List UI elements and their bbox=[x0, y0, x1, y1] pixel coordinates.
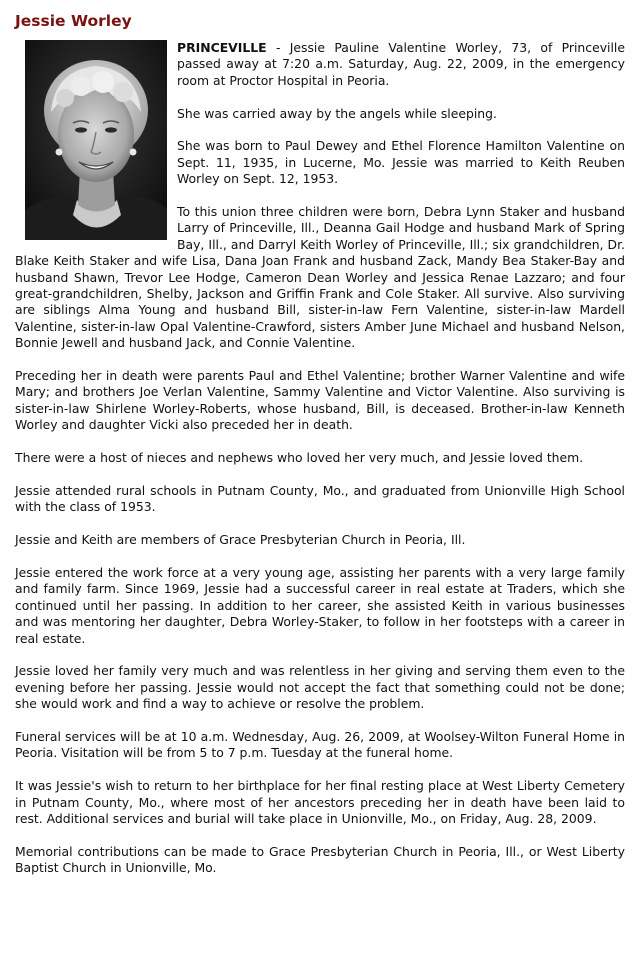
article-paragraph: Funeral services will be at 10 a.m. Wednesday, Aug. 26, 2009, at Woolsey-Wilton Funeral Home in Peoria. Visitation will be from 5 to 7 p.m. Tuesday at the funeral home. bbox=[15, 728, 625, 761]
article-paragraph: Memorial contributions can be made to Grace Presbyterian Church in Peoria, Ill., or West Liberty Baptist Church in Unionville, Mo. bbox=[15, 843, 625, 876]
article-paragraph: Preceding her in death were parents Paul and Ethel Valentine; brother Warner Valentine and wife Mary; and brothers Joe Verlan Valentine, Sammy Valentine and Victor Valentine. Also surviving is sister-in-law Shirlene Worley-Roberts, whose husband, Bill, is deceased. Brother-in-law Kenneth Worley and daughter Vicki also preceded her in death. bbox=[15, 368, 625, 433]
article-paragraph: She was carried away by the angels while sleeping. bbox=[177, 105, 497, 121]
article-paragraph: She was born to Paul Dewey and Ethel Florence Hamilton Valentine on Sept. 11, 1935, in Lucerne, Mo. Jessie was married to Keith Reuben Worley on Sept. 12, 1953. bbox=[177, 138, 625, 187]
article-paragraph: It was Jessie's wish to return to her birthplace for her final resting place at West Liberty Cemetery in Putnam County, Mo., where most of her ancestors preceding her in death have been laid to rest. Additional services and burial will take place in Unionville, Mo., on Friday, Aug. 28, 2009. bbox=[15, 778, 625, 826]
article-paragraph: Jessie attended rural schools in Putnam County, Mo., and graduated from Unionville High School with the class of 1953. bbox=[15, 482, 625, 515]
article-paragraph: Jessie and Keith are members of Grace Presbyterian Church in Peoria, Ill. bbox=[15, 532, 466, 548]
portrait-photo bbox=[25, 40, 167, 240]
obituary-heading: Jessie Worley bbox=[15, 12, 132, 30]
article-paragraph: To this union three children were born, Debra Lynn Staker and husband Larry of Princeville, Ill., Deanna Gail Hodge and husband Mark of Spring Bay, Ill., and Darryl Keith Worley of Princeville, Ill.; six grandchildren, Dr. Blake Keith Staker and wife Lisa, Dana Joan Frank and husband Zack, Mandy Bea Staker-Bay and husband Shawn, Trevor Lee Hodge, Cameron Dean Worley and Jessica Renae Lazzaro; and four great-grandchildren, Shelby, Jackson and Griffin Frank and Cole Staker. All survive. Also surviving are siblings Alma Young and husband Bill, sister-in-law Fern Valentine, sister-in-law Mardell Valentine, sister-in-law Opal Valentine-Crawford, sisters Amber June Michael and husband Nelson, Bonnie Jewell and husband Jack, and Connie Valentine. bbox=[15, 204, 625, 351]
article-paragraph: Jessie entered the work force at a very young age, assisting her parents with a very large family and family farm. Since 1969, Jessie had a successful career in real estate at Traders, which she continued until her passing. In addition to her career, she assisted Keith in various businesses and was mentoring her daughter, Debra Worley-Staker, to follow in her footsteps with a career in real estate. bbox=[15, 564, 625, 646]
dateline: PRINCEVILLE bbox=[177, 40, 267, 55]
article-paragraph: Jessie loved her family very much and was relentless in her giving and serving them even to the evening before her passing. Jessie would not accept the fact that something could not be done; she would work and find a way to achieve or resolve the problem. bbox=[15, 663, 625, 712]
paragraph-text: - Jessie Pauline Valentine Worley, 73, of Princeville passed away at 7:20 a.m. Saturday, Aug. 22, 2009, in the emergency room at Proctor Hospital in Peoria. bbox=[177, 40, 625, 88]
article-paragraph: There were a host of nieces and nephews who loved her very much, and Jessie loved them. bbox=[15, 450, 584, 466]
obituary-article bbox=[15, 40, 625, 877]
portrait-image bbox=[25, 40, 167, 240]
